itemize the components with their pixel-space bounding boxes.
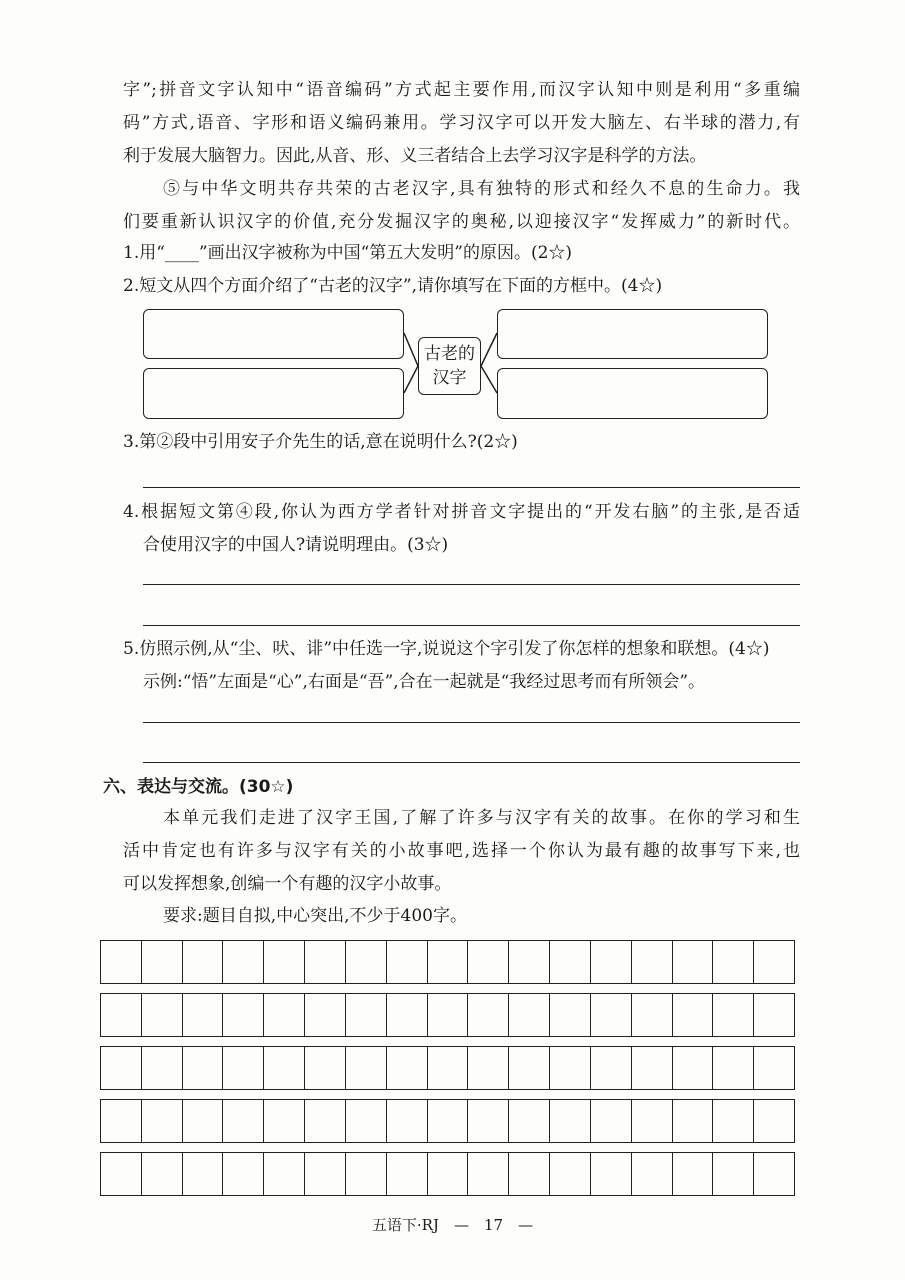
grid-cell[interactable]: [673, 1100, 714, 1142]
grid-cell[interactable]: [101, 1100, 142, 1142]
grid-cell[interactable]: [264, 1153, 305, 1195]
grid-cell[interactable]: [428, 1100, 469, 1142]
passage-line: ⑤与中华文明共存共荣的古老汉字,具有独特的形式和经久不息的生命力。我: [163, 179, 800, 199]
grid-cell[interactable]: [183, 941, 224, 983]
grid-cell[interactable]: [101, 941, 142, 983]
grid-cell[interactable]: [387, 1100, 428, 1142]
passage-line: 们要重新认识汉字的价值,充分发掘汉字的奥秘,以迎接汉字“发挥威力”的新时代。: [123, 212, 800, 232]
grid-cell[interactable]: [223, 941, 264, 983]
grid-cell[interactable]: [183, 994, 224, 1036]
grid-cell[interactable]: [428, 994, 469, 1036]
grid-cell[interactable]: [673, 941, 714, 983]
grid-cell[interactable]: [223, 1047, 264, 1089]
section-6-title: 六、表达与交流。(30☆): [103, 777, 294, 797]
grid-cell[interactable]: [673, 1047, 714, 1089]
grid-cell[interactable]: [223, 1153, 264, 1195]
grid-row: [100, 1152, 795, 1196]
grid-cell[interactable]: [550, 1153, 591, 1195]
grid-cell[interactable]: [591, 1047, 632, 1089]
grid-cell[interactable]: [754, 941, 794, 983]
grid-cell[interactable]: [346, 941, 387, 983]
answer-line[interactable]: [143, 762, 800, 763]
passage-line: 字”;拼音文字认知中“语音编码”方式起主要作用,而汉字认知中则是利用“多重编: [123, 80, 800, 100]
answer-line[interactable]: [143, 625, 800, 626]
answer-line[interactable]: [143, 722, 800, 723]
grid-row: [100, 1046, 795, 1090]
grid-cell[interactable]: [264, 941, 305, 983]
center-label: 汉字: [432, 368, 467, 388]
grid-cell[interactable]: [550, 1100, 591, 1142]
section-6-line: 活中肯定也有许多与汉字有关的小故事吧,选择一个你认为最有趣的故事写下来,也: [123, 841, 800, 861]
question-5-example: 示例:“悟”左面是“心”,右面是“吾”,合在一起就是“我经过思考而有所领会”。: [143, 672, 706, 692]
grid-cell[interactable]: [468, 1100, 509, 1142]
grid-row: [100, 940, 795, 984]
grid-cell[interactable]: [754, 994, 794, 1036]
grid-cell[interactable]: [591, 1153, 632, 1195]
grid-cell[interactable]: [142, 1100, 183, 1142]
grid-cell[interactable]: [142, 1153, 183, 1195]
grid-cell[interactable]: [183, 1100, 224, 1142]
grid-cell[interactable]: [101, 1153, 142, 1195]
grid-cell[interactable]: [305, 1100, 346, 1142]
grid-cell[interactable]: [713, 941, 754, 983]
grid-cell[interactable]: [387, 994, 428, 1036]
grid-cell[interactable]: [183, 1153, 224, 1195]
grid-cell[interactable]: [428, 941, 469, 983]
passage-line: 码”方式,语音、字形和语义编码兼用。学习汉字可以开发大脑左、右半球的潜力,有: [123, 113, 800, 133]
grid-cell[interactable]: [305, 1047, 346, 1089]
grid-cell[interactable]: [305, 994, 346, 1036]
grid-cell[interactable]: [754, 1100, 794, 1142]
grid-cell[interactable]: [713, 1100, 754, 1142]
question-4-cont: 合使用汉字的中国人?请说明理由。(3☆): [143, 535, 449, 555]
question-5: 5.仿照示例,从“尘、吠、诽”中任选一字,说说这个字引发了你怎样的想象和联想。(4☆): [123, 639, 770, 659]
grid-cell[interactable]: [550, 1047, 591, 1089]
grid-cell[interactable]: [754, 1047, 794, 1089]
grid-cell[interactable]: [713, 1153, 754, 1195]
grid-cell[interactable]: [387, 941, 428, 983]
grid-cell[interactable]: [142, 994, 183, 1036]
grid-cell[interactable]: [509, 1047, 550, 1089]
grid-cell[interactable]: [101, 994, 142, 1036]
grid-cell[interactable]: [591, 1100, 632, 1142]
answer-line[interactable]: [143, 584, 800, 585]
grid-cell[interactable]: [713, 994, 754, 1036]
grid-cell[interactable]: [468, 941, 509, 983]
grid-cell[interactable]: [142, 941, 183, 983]
grid-cell[interactable]: [101, 1047, 142, 1089]
grid-cell[interactable]: [713, 1047, 754, 1089]
grid-cell[interactable]: [550, 941, 591, 983]
page-footer: 五语下·RJ — 17 —: [371, 1216, 534, 1234]
grid-cell[interactable]: [468, 1153, 509, 1195]
grid-cell[interactable]: [223, 1100, 264, 1142]
grid-cell[interactable]: [387, 1153, 428, 1195]
grid-cell[interactable]: [632, 994, 673, 1036]
grid-cell[interactable]: [428, 1153, 469, 1195]
center-label: 古老的: [424, 344, 475, 364]
grid-cell[interactable]: [632, 1047, 673, 1089]
grid-cell[interactable]: [509, 1153, 550, 1195]
section-6-line: 本单元我们走进了汉字王国,了解了许多与汉字有关的故事。在你的学习和生: [163, 808, 800, 828]
grid-cell[interactable]: [591, 941, 632, 983]
grid-cell[interactable]: [264, 1100, 305, 1142]
grid-cell[interactable]: [387, 1047, 428, 1089]
grid-cell[interactable]: [754, 1153, 794, 1195]
grid-cell[interactable]: [673, 994, 714, 1036]
grid-cell[interactable]: [264, 1047, 305, 1089]
grid-cell[interactable]: [346, 1100, 387, 1142]
grid-cell[interactable]: [509, 1100, 550, 1142]
grid-cell[interactable]: [468, 994, 509, 1036]
passage-line: 利于发展大脑智力。因此,从音、形、义三者结合上去学习汉字是科学的方法。: [123, 146, 707, 166]
grid-cell[interactable]: [509, 994, 550, 1036]
grid-cell[interactable]: [346, 1047, 387, 1089]
section-6-requirement: 要求:题目自拟,中心突出,不少于400字。: [163, 906, 467, 926]
question-3: 3.第②段中引用安子介先生的话,意在说明什么?(2☆): [123, 432, 518, 452]
grid-cell[interactable]: [509, 941, 550, 983]
grid-cell[interactable]: [346, 994, 387, 1036]
grid-cell[interactable]: [632, 1100, 673, 1142]
answer-line[interactable]: [143, 487, 800, 488]
grid-cell[interactable]: [264, 994, 305, 1036]
section-6-line: 可以发挥想象,创编一个有趣的汉字小故事。: [123, 874, 452, 894]
grid-cell[interactable]: [305, 1153, 346, 1195]
grid-cell[interactable]: [346, 1153, 387, 1195]
grid-row: [100, 993, 795, 1037]
grid-cell[interactable]: [550, 994, 591, 1036]
question-4: 4.根据短文第④段,你认为西方学者针对拼音文字提出的“开发右脑”的主张,是否适: [123, 502, 800, 522]
grid-cell[interactable]: [142, 1047, 183, 1089]
center-box: [418, 337, 481, 395]
grid-cell[interactable]: [305, 941, 346, 983]
grid-cell[interactable]: [223, 994, 264, 1036]
grid-cell[interactable]: [673, 1153, 714, 1195]
grid-cell[interactable]: [183, 1047, 224, 1089]
question-2: 2.短文从四个方面介绍了“古老的汉字”,请你填写在下面的方框中。(4☆): [123, 276, 663, 296]
question-1: 1.用“____”画出汉字被称为中国“第五大发明”的原因。(2☆): [123, 243, 573, 263]
grid-cell[interactable]: [591, 994, 632, 1036]
grid-cell[interactable]: [632, 1153, 673, 1195]
grid-cell[interactable]: [428, 1047, 469, 1089]
grid-row: [100, 1099, 795, 1143]
grid-cell[interactable]: [632, 941, 673, 983]
grid-cell[interactable]: [468, 1047, 509, 1089]
